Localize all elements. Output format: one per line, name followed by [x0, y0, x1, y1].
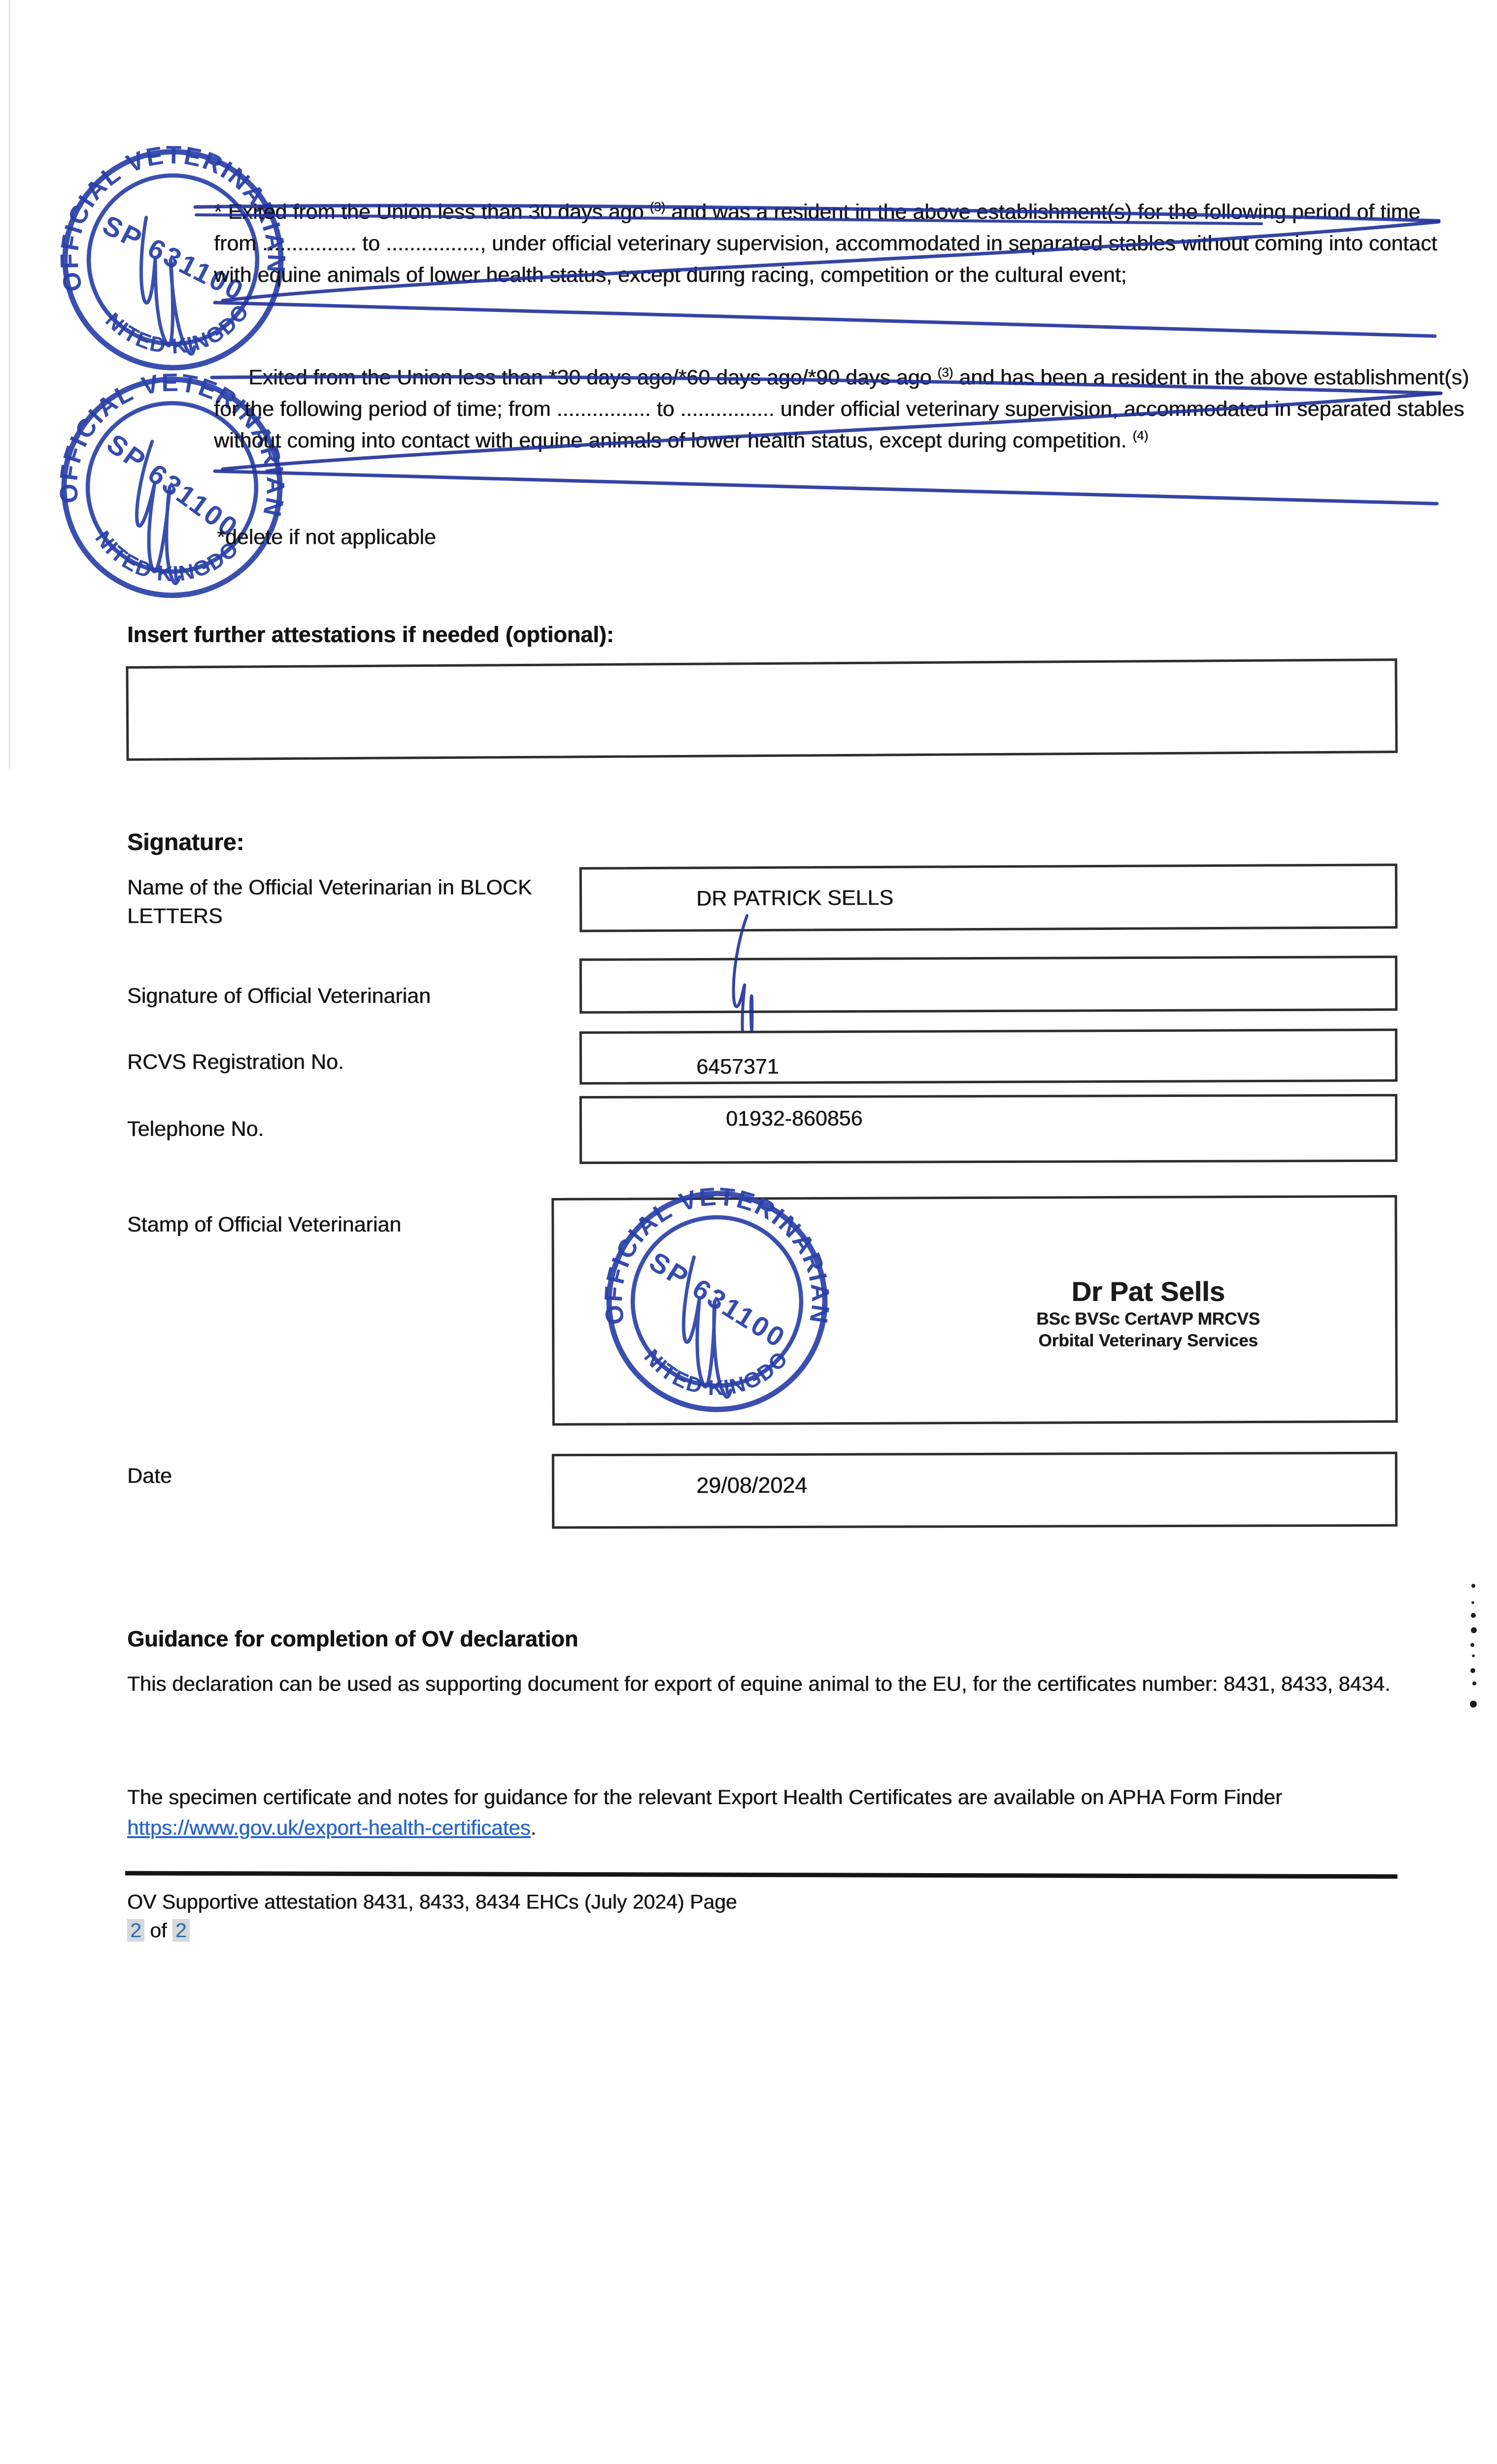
pen-strike-diagonal — [223, 393, 1441, 469]
signature-section-heading: Signature: — [127, 829, 244, 856]
attestation-2-text: Exited from the Union less than *30 days ago/*60 days ago/*90 days ago — [248, 366, 938, 389]
telephone-field — [579, 1094, 1397, 1164]
date-label: Date — [127, 1464, 172, 1488]
footer-page-number: 2 — [127, 1919, 144, 1942]
pen-strike-line — [212, 376, 1441, 393]
date-value: 29/08/2024 — [696, 1472, 808, 1498]
insert-attestations-heading: Insert further attestations if needed (optional): — [127, 622, 614, 647]
vet-practice: Orbital Veterinary Services — [1038, 1331, 1258, 1350]
name-of-ov-label: Name of the Official Veterinarian in BLOCK LETTERS — [127, 876, 532, 928]
signature-of-ov-label: Signature of Official Veterinarian — [127, 984, 431, 1008]
footer-text — [127, 1887, 748, 1945]
footnote-ref-4: (4) — [1132, 428, 1149, 443]
stamp-of-ov-label: Stamp of Official Veterinarian — [127, 1213, 402, 1236]
footnote-ref-3: (3) — [649, 199, 666, 214]
vet-qualifications: BSc BVSc CertAVP MRCVS — [1036, 1309, 1260, 1329]
official-veterinarian-stamp — [602, 1187, 832, 1416]
pen-strike-line — [196, 215, 1261, 224]
footnote-ref-3: (3) — [937, 365, 953, 380]
footer-of-text: of — [144, 1919, 172, 1942]
vet-details-block — [981, 1275, 1316, 1351]
scan-artifact-dots — [1459, 1572, 1488, 1720]
pen-strike-line — [215, 471, 1437, 504]
guidance-paragraph-1: This declaration can be used as supporting document for export of equine animal to the EU, for the certificates number: 8431, 8433, 8434. — [127, 1672, 1391, 1695]
guidance-paragraph-2 — [127, 1782, 1428, 1843]
further-attestations-box — [126, 658, 1397, 761]
guidance-paragraph-2-text: . — [530, 1816, 537, 1839]
footer-divider-line — [125, 1871, 1397, 1879]
rcvs-registration-field — [579, 1028, 1397, 1085]
pen-strikethrough-marks — [0, 0, 1497, 542]
name-of-ov-value: DR PATRICK SELLS — [696, 886, 893, 911]
pen-strike-line — [215, 303, 1435, 336]
pen-strike-diagonal — [223, 222, 1439, 301]
footer-page-total: 2 — [172, 1919, 190, 1942]
guidance-heading: Guidance for completion of OV declaration — [127, 1626, 578, 1651]
attestation-2-text: and has been a resident in the above establishment(s) for the following period of time; from ................ to ................ under official veterinary supervision, accommodated in separated stables without coming into contact with equine animals of lower health status, except during competition. — [214, 366, 1469, 452]
rcvs-registration-label: RCVS Registration No. — [127, 1050, 344, 1074]
rcvs-registration-value: 6457371 — [696, 1055, 779, 1079]
telephone-value: 01932-860856 — [725, 1106, 863, 1131]
export-health-certificates-link[interactable]: https://www.gov.uk/export-health-certificates — [127, 1816, 531, 1839]
attestation-1-text: and was a resident in the above establishment(s) for the following period of time from ................ to ................, under official veterinary supervision, accommodated in separated stables without coming into contact with equine animals of lower health status, except during racing, competition or the cultural event; — [214, 200, 1437, 287]
vet-name: Dr Pat Sells — [1071, 1276, 1225, 1307]
footer-title-text: OV Supportive attestation 8431, 8433, 8434 EHCs (July 2024) Page — [127, 1890, 737, 1913]
date-field — [552, 1452, 1397, 1529]
attestation-1-text: * Exited from the Union less than 30 days ago — [214, 200, 650, 224]
telephone-label: Telephone No. — [127, 1117, 264, 1141]
guidance-paragraph-2-text: The specimen certificate and notes for guidance for the relevant Export Health Certificates are available on APHA Form Finder — [127, 1785, 1282, 1809]
delete-note: *delete if not applicable — [217, 525, 436, 549]
